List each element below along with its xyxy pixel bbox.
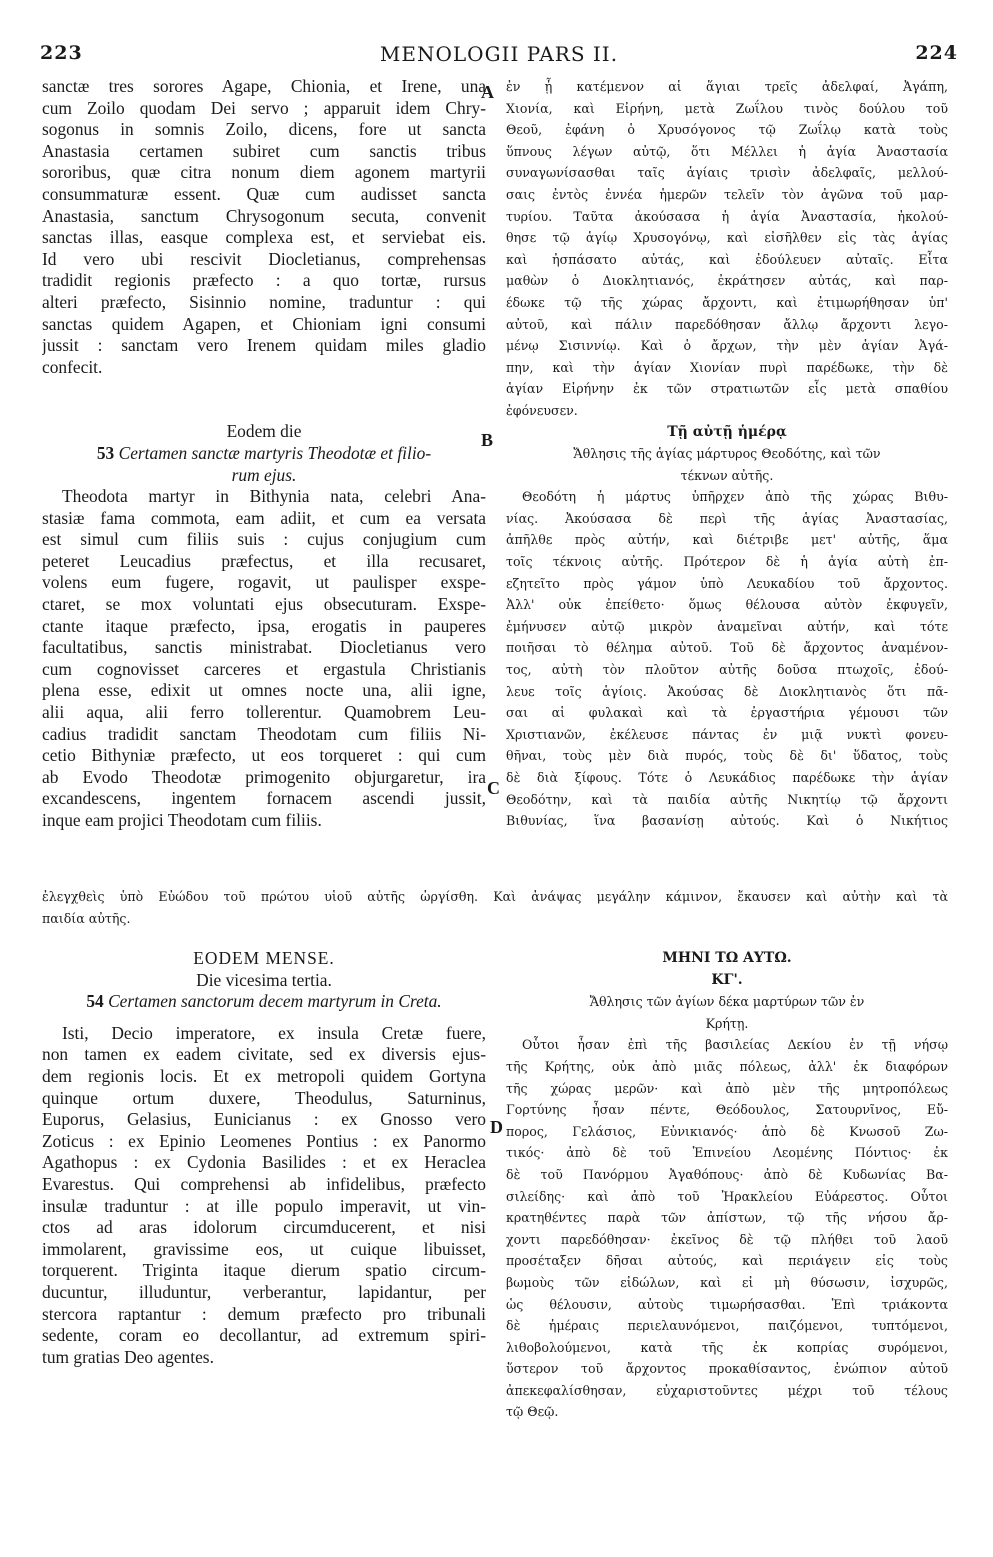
text-line: Euporus, Gelasius, Eunicianus : ex Gnosso vero [42, 1109, 486, 1130]
text-line: Οὗτοι ἦσαν ἐπὶ τῆς βασιλείας Δεκίου ἐν τῇ νήσῳ [522, 1037, 948, 1053]
section-number: 54 [86, 991, 104, 1012]
text-line: Βιθυνίας, ἵνα βασανίσῃ αὐτούς. Καὶ ὁ Νικήτιος [506, 813, 948, 829]
text-line: sanctæ tres sorores Agape, Chionia, et Irene, una [42, 76, 486, 96]
text-line: νίας. Ἀκούσασα δὲ περὶ τῆς ἁγίας Ἀναστασίας, [506, 510, 948, 526]
section-53-title-cont: rum ejus. [231, 464, 297, 485]
latin-column-bottom [42, 948, 486, 1508]
section-53-heading: Eodem die [226, 421, 302, 442]
greek-paragraph-crete [506, 1034, 948, 1423]
greek-full-width-line [42, 886, 948, 929]
greek-section-54-title: Ἄθλησις τῶν ἁγίων δέκα μαρτύρων τῶν ἐν [589, 994, 865, 1010]
text-line: dem regionis locis. Et ex metropoli quidem Gortyna [42, 1065, 486, 1086]
section-54-month-heading: EODEM MENSE. [193, 948, 335, 968]
text-line: ὕπνους λέγων αὐτῷ, ὅτι Μέλλει ἡ ἁγία Ἀναστασία [506, 143, 948, 159]
text-line: τῷ Θεῷ. [506, 1404, 559, 1420]
text-line: ἐλεγχθεὶς ὑπὸ Εὐώδου τοῦ πρώτου υἱοῦ αὐτῆς ὠργίσθη. Καὶ ἀνάψας μεγάλην κάμινον, ἔκαυσεν καὶ αὐτὴν καὶ τὰ [42, 889, 948, 904]
text-line: τος, αὐτὴ τὸν πλοῦτον αὐτῆς δοῦσα πτωχοῖς, ἐδού- [506, 662, 948, 678]
latin-column-top [42, 76, 486, 886]
text-line: cetio Bithyniæ præfecto, ut eos torqueret : qui cum [42, 745, 486, 766]
text-line: ὡς θέλουσιν, αὐτοὺς τιμωρήσασθαι. Ἐπὶ τριάκοντα [506, 1296, 948, 1312]
text-line: καὶ ἠσπάσατο αὐτάς, καὶ ἐδούλευεν αὐταῖς. Εἶτα [506, 251, 948, 267]
text-line: cum cognovisset carceres et ergastula Christianis [42, 658, 486, 679]
text-line: Ἀλλ' οὐκ ἐπείθετο· ὅμως θέλουσα αὐτὸν ἐκφυγεῖν, [506, 597, 948, 613]
text-line: tum gratias Deo agentes. [42, 1346, 214, 1367]
text-line: torquerent. Triginta itaque dierum spatio circum- [42, 1260, 486, 1281]
text-line: τῆς χώρας μερῶν· καὶ ἀπὸ μὲν τῆς μητροπόλεως [506, 1080, 948, 1096]
margin-letter-d: D [490, 1117, 503, 1137]
text-line: Θεοῦ, ἐφάνη ὁ Χρυσόγονος τῷ Ζωΐλῳ κατὰ τοὺς [506, 122, 948, 138]
text-line: τῆς Κρήτης, οὐκ ἀπὸ μιᾶς πόλεως, ἀλλ' ἐκ διαφόρων [506, 1058, 948, 1074]
margin-letter-a: A [481, 82, 494, 102]
text-line: ctos ad aras idolorum circumducerent, et nisi [42, 1217, 486, 1238]
text-line: sanctas illas, easque complexa est, et serviebat eis. [42, 227, 486, 248]
section-54-title: 54 Certamen sanctorum decem martyrum in Creta. [86, 991, 442, 1012]
margin-letter-c: C [487, 778, 500, 798]
text-line: Χιονία, καὶ Εἰρήνη, μετὰ Ζωΐλου τινὸς δούλου τοῦ [506, 100, 948, 116]
text-line: παιδία αὐτῆς. [42, 910, 131, 926]
text-line: volens eum fugere, rogavit, ut paulisper exspe- [42, 572, 486, 593]
text-line: tradidit regionis præfecto : a quo tortæ, rursus [42, 270, 486, 291]
margin-letter-b: B [481, 430, 494, 450]
text-line: ab Evodo Theodotæ primogenito objurgaretur, ira [42, 766, 486, 787]
text-line: quinque ortum duxere, Theodulus, Saturninus, [42, 1087, 486, 1108]
left-page-number: 223 [40, 42, 83, 64]
text-line: μαθὼν ὁ Διοκλητιανός, ἐκράτησεν αὐτάς, καὶ παρ- [506, 273, 948, 289]
text-line: consummaturæ essent. Quæ cum audisset sancta [42, 183, 486, 204]
greek-paragraph-theodota [506, 486, 948, 832]
text-line: sororibus, quæ citra nonum diem agonem martyrii [42, 162, 486, 183]
text-line: sedente, coram eo decollantur, ad extremum spiri- [42, 1325, 486, 1346]
text-line: est simul cum filiis suis : cujus conjugium cum [42, 529, 486, 550]
text-line: cum Zoilo quodam Dei servo ; apparuit idem Chry- [42, 97, 486, 118]
text-line: εζητεῖτο πρὸς γάμον ὑπὸ Λευκαδίου τοῦ ἄρχοντος. [506, 575, 948, 591]
text-line: facultatibus, sanctis ministrabat. Diocletianus vero [42, 637, 486, 658]
text-line: ctaret, se mox voluntati ejus obsecuturam. Exspe- [42, 594, 486, 615]
text-line: confecit. [42, 356, 103, 377]
text-line: Χριστιανῶν, ἐκέλευσε πάντας ἐν μιᾷ νυκτὶ φονευ- [506, 726, 948, 742]
text-line: excandescens, ingentem fornacem ascendi jussit, [42, 788, 486, 809]
text-line: alteri præfecto, Sisinnio nomine, traduntur : qui [42, 291, 486, 312]
text-line: αὐτοῦ, καὶ πάλιν παρεδόθησαν ἄλλῳ ἄρχοντι λεγο- [506, 316, 948, 332]
text-line: sogonus in somnis Zoilo, dicens, fore ut sancta [42, 119, 486, 140]
section-number: 53 [96, 442, 115, 463]
text-line: immolarent, gravissime eos, ut cuique libuisset, [42, 1238, 486, 1259]
text-line: plena esse, edixit ut omnes nocte una, alii igne, [42, 680, 486, 701]
text-line: λευε τοῖς ἁγίοις. Ἀκούσας δὲ Διοκλητιανὸς ὅτι πᾶ- [506, 683, 948, 699]
text-line: Agathopus : ex Cydonia Basilides : et ex Heraclea [42, 1152, 486, 1173]
text-line: Isti, Decio imperatore, ex insula Cretæ fuere, [62, 1022, 486, 1043]
text-line: Θεοδότην, καὶ τὰ παιδία αὐτῆς Νικητίῳ τῷ ἄρχοντι [506, 791, 948, 807]
text-line: συναγωνίσασθαι ταῖς ἁγίαις τρισὶν ἀδελφαῖς, μελλού- [506, 165, 948, 181]
text-line: τυρίου. Ταῦτα ἀκούσασα ἡ ἁγία Ἀναστασία, ἠκολού- [506, 208, 948, 224]
text-line: peteret Leucadius præfectus, et illa recusaret, [42, 550, 486, 571]
text-line: δὲ τοῦ Πανόρμου Ἀγαθόπους· ἀπὸ δὲ Κυδωνίας Βα- [506, 1166, 948, 1182]
greek-section-54-day: ΚΓ'. [711, 971, 743, 988]
text-line: θῆναι, τοὺς μὲν διὰ πυρός, τοὺς δὲ δι' ὕδατος, τοὺς [506, 748, 948, 764]
text-line: sanctas quidem Agapen, et Chioniam igni consumi [42, 313, 486, 334]
text-line: σαι αἱ φυλακαὶ καὶ τὰ ἐργαστήρια γέμουσι τῶν [506, 705, 948, 721]
text-line: ποιῆσαι τὸ θέλημα αὐτοῦ. Τοῦ δὲ ἄρχοντος ἀναμένον- [506, 640, 948, 656]
text-line: alii aqua, alii ferro tollerentur. Quamobrem Leu- [42, 702, 486, 723]
text-line: λιθοβολούμενοι, κατὰ τῆς ἐκ κοπρίας συρόμενοι, [506, 1339, 948, 1355]
greek-section-54-month-heading: ΜΗΝΙ ΤΩ ΑΥΤΩ. [662, 950, 792, 966]
greek-section-53-title-cont: τέκνων αὐτῆς. [680, 467, 774, 483]
latin-paragraph-theodota [42, 486, 486, 832]
section-53-title: 53 Certamen sanctæ martyris Theodotæ et filio- [96, 442, 432, 463]
greek-paragraph-agape [506, 76, 948, 422]
running-header [40, 42, 958, 70]
text-line: τικός· ἀπὸ δὲ τοῦ Ἐπινείου Λεομένης Πόντιος· ἐκ [506, 1145, 948, 1161]
text-line: ἐφόνευσεν. [506, 402, 578, 418]
text-line: ἀπεκεφαλίσθησαν, εὐχαριστοῦντες μέχρι τοῦ τέλους [506, 1382, 948, 1398]
text-line: προσέταξεν δῆσαι αὐτούς, καὶ περιάγειν εἰς τοὺς [506, 1253, 948, 1269]
greek-section-53-title: Ἄθλησις τῆς ἁγίας μάρτυρος Θεοδότης, καὶ τῶν [573, 446, 881, 462]
text-line: μένῳ Σισιννίῳ. Καὶ ὁ ἄρχων, τὴν μὲν ἁγίαν Ἀγά- [506, 338, 948, 354]
text-line: Evarestus. Qui comprehensi ab infidelibus, præfecto [42, 1173, 486, 1194]
running-title: MENOLOGII PARS II. [379, 42, 619, 66]
text-line: jussit : sanctam vero Irenem quidam miles gladio [42, 335, 486, 356]
text-line: ὕστερον τοῦ ἄρχοντος προκαθίσαντος, ἐνώπιον αὐτοῦ [506, 1361, 948, 1377]
text-line: insulæ traduntur : at ille populo imperavit, ut vin- [42, 1195, 486, 1216]
text-line: σιλείδης· καὶ ἀπὸ τοῦ Ἡρακλείου Εὐάρεστος. Οὗτοι [506, 1188, 948, 1204]
text-line: θησε τῷ ἁγίῳ Χρυσογόνῳ, καὶ εἰσῆλθεν εἰς τὰς ἁγίας [506, 230, 948, 246]
text-line: Θεοδότη ἡ μάρτυς ὑπῆρχεν ἀπὸ τῆς χώρας Βιθυ- [522, 489, 948, 505]
text-line: Γορτύνης ἦσαν πέντε, Θεόδουλος, Σατουρνῖνος, Εὔ- [506, 1102, 948, 1118]
greek-column-bottom [506, 948, 948, 1508]
latin-paragraph-crete [42, 1023, 486, 1369]
text-line: Theodota martyr in Bithynia nata, celebri Ana- [62, 486, 486, 507]
greek-column-top [506, 76, 948, 886]
text-line: stasiæ fama commota, eam adiit, et cum ea versata [42, 507, 486, 528]
text-line: δὲ ἡμέραις περιελαυνόμενοι, παιζόμενοι, τυπτόμενοι, [506, 1318, 948, 1334]
section-54-day: Die vicesima tertia. [196, 969, 332, 990]
text-line: inque eam projici Theodotam cum filiis. [42, 810, 322, 830]
text-line: ctante itaque præfecto, ipsa, erogatis in pauperes [42, 615, 486, 636]
text-line: Anastasia, sanctum Chrysogonum secuta, convenit [42, 205, 486, 226]
text-line: Id vero ubi rescivit Diocletianus, comprehensas [42, 248, 486, 269]
text-line: cadius tradidit sanctam Theodotam cum filiis Ni- [42, 723, 486, 744]
text-line: τοῖς τέκνοις αὐτῆς. Πρότερον δὲ ἡ ἁγία αὐτὴ ἐπ- [506, 554, 948, 570]
text-line: δὲ διὰ ξίφους. Τότε ὁ Λευκάδιος παρέδωκε τὴν ἁγίαν [506, 770, 948, 785]
right-page-number: 224 [915, 42, 958, 64]
text-line: ἁγίαν Εἰρήνην ἐκ τῶν στρατιωτῶν εἷς μετὰ σπαθίου [506, 381, 948, 397]
text-line: non tamen ex eadem civitate, sed ex diversis ejus- [42, 1044, 486, 1065]
text-line: Anastasia certamen subiret cum sanctis tribus [42, 140, 486, 161]
text-line: χοντι παρεδόθησαν· ἐκεῖνος δὲ τῷ πλήθει τοῦ λαοῦ [506, 1231, 948, 1247]
text-line: κρατηθέντες παρὰ τῶν ἀπίστων, τῷ τῆς νήσου ἄρ- [506, 1210, 948, 1226]
text-line: σαις ἐντὸς ἐννέα ἡμερῶν τελεῖν τὸν ἀγῶνα τοῦ μαρ- [506, 186, 948, 202]
latin-paragraph-agape [42, 76, 486, 378]
greek-section-53-heading: Τῇ αὐτῇ ἡμέρᾳ [667, 423, 787, 440]
text-line: ἀπῆλθε πρὸς αὐτήν, καὶ διέτριβε μετ' αὐτῆς, ἅμα [506, 532, 948, 548]
text-line: ἐμήνυσεν αὐτῷ μικρὸν ἀναμεῖναι αὐτήν, καὶ τότε [506, 618, 948, 634]
text-line: stercora raptantur : demum præfecto pro tribunali [42, 1303, 486, 1324]
greek-section-54-title-cont: Κρήτῃ. [705, 1015, 749, 1031]
text-line: πορος, Γελάσιος, Εὐνικιανός· ἀπὸ δὲ Κνωσοῦ Ζω- [506, 1123, 948, 1139]
text-line: Zoticus : ex Epinio Leomenes Pontius : ex Panormo [42, 1130, 486, 1151]
text-line: ἐν ᾗ κατέμενον αἱ ἅγιαι τρεῖς ἀδελφαί, Ἀγάπη, [506, 79, 948, 94]
text-line: βωμοὺς τῶν εἰδώλων, καὶ εἰ μὴ θύσωσιν, ἰσχυρῶς, [506, 1274, 948, 1290]
text-line: έδωκε τῷ τῆς χώρας ἄρχοντι, καὶ ἐτιμωρήθησαν ὑπ' [506, 294, 948, 310]
text-line: ducuntur, illuduntur, verberantur, lapidantur, per [42, 1281, 486, 1302]
text-line: πην, καὶ τὴν ἁγίαν Χιονίαν πυρὶ παρέδωκε, τὴν δὲ [506, 359, 948, 375]
